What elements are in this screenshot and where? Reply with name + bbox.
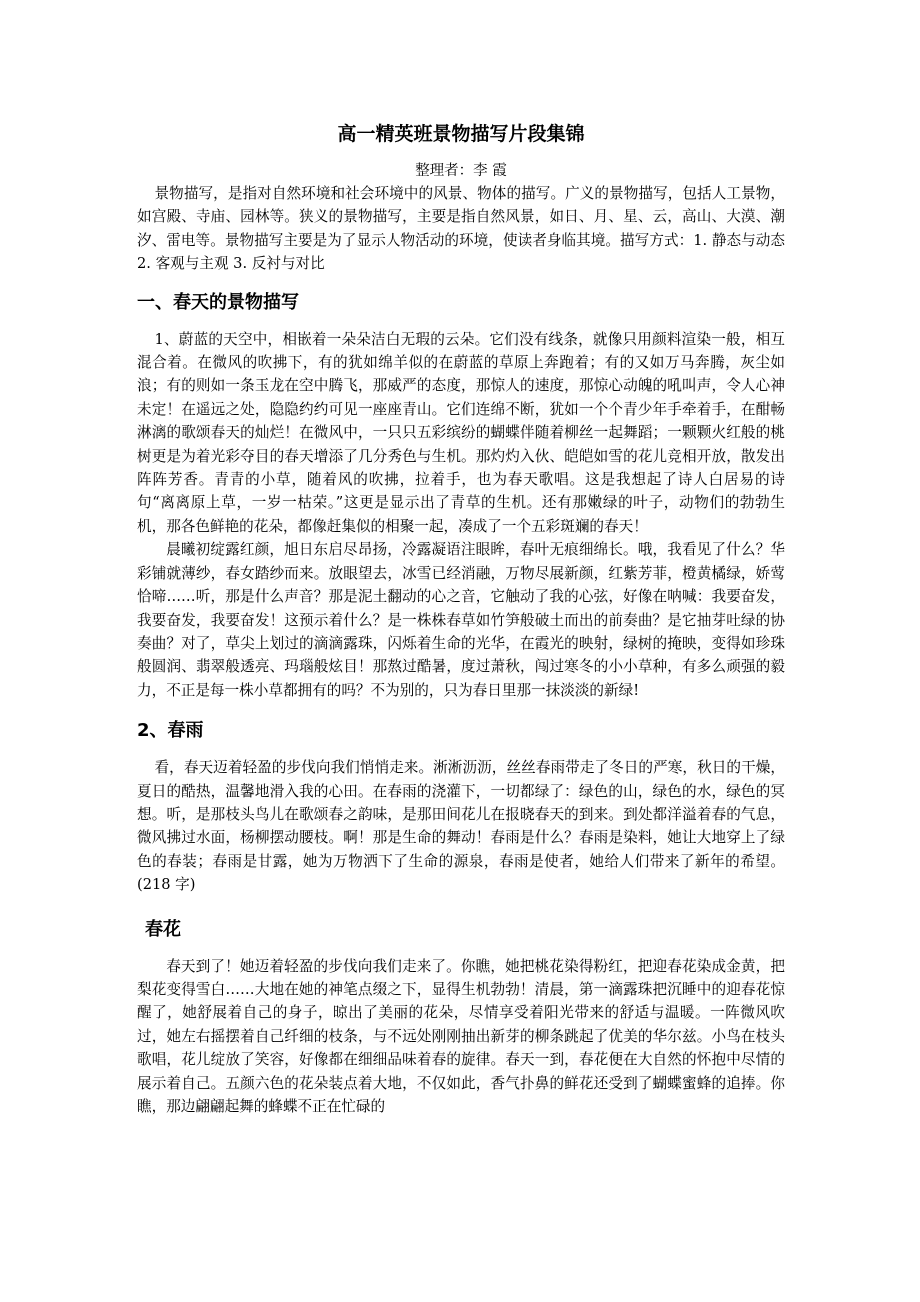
section-heading-spring-flowers: 春花 (145, 918, 181, 940)
paragraph-spring-1: 1、蔚蓝的天空中，相嵌着一朵朵洁白无瑕的云朵。它们没有线条，就像只用颜料渲染一般，相互混合着。在微风的吹拂下，有的犹如绵羊似的在蔚蓝的草原上奔跑着；有的又如万马奔腾，灰尘如浪；有的则如一条玉龙在空中腾飞，那威严的态度，那惊人的速度，那惊心动魄的吼叫声，令人心神未定！在遥远之处，隐隐约约可见一座座青山。它们连绵不断，犹如一个个青少年手牵着手，在酣畅淋漓的歌颂春天的灿烂！在微风中，一只只五彩缤纷的蝴蝶伴随着柳丝一起舞蹈；一颗颗火红般的桃树更是为着光彩夺目的春天增添了几分秀色与生机。那灼灼入伙、皑皑如雪的花儿竞相开放，散发出阵阵芳香。青青的小草，随着风的吹拂，拉着手，也为春天歌唱。这是我想起了诗人白居易的诗句“离离原上草，一岁一枯荣。”这更是显示出了青草的生机。还有那嫩绿的叶子，动物们的勃勃生机，那各色鲜艳的花朵，都像赶集似的相聚一起，凑成了一个五彩斑斓的春天！ (137, 330, 785, 535)
paragraph-spring-rain: 看，春天迈着轻盈的步伐向我们悄悄走来。淅淅沥沥，丝丝春雨带走了冬日的严寒，秋日的干燥，夏日的酷热，温馨地滑入我的心田。在春雨的浇灌下，一切都绿了：绿色的山，绿色的水，绿色的冥想。听，是那枝头鸟儿在歌颂春之韵味，是那田间花儿在报晓春天的到来。到处都洋溢着春的气息，微风拂过水面，杨柳摆动腰枝。啊！那是生命的舞动！春雨是什么？春雨是染料，她让大地穿上了绿色的春装；春雨是甘露，她为万物洒下了生命的源泉，春雨是使者，她给人们带来了新年的希望。(218 字) (137, 759, 785, 894)
section-heading-spring-rain: 2、春雨 (137, 720, 204, 742)
document-page (137, 118, 785, 1118)
compiler-line: 整理者：李 霞 (415, 163, 507, 179)
paragraph-spring-2: 晨曦初绽露红颜，旭日东启尽昂扬，冷露凝语注眼眸，春叶无痕细绵长。哦，我看见了什么？华彩铺就薄纱，春女踏纱而来。放眼望去，冰雪已经消融，万物尽展新颜，红紫芳菲，橙黄橘绿，娇莺恰啼……听，那是什么声音？那是泥土翻动的心之音，它触动了我的心弦，好像在呐喊：我要奋发，我要奋发，我要奋发！这预示着什么？是一株株春草如竹笋般破土而出的前奏曲？是它抽芽吐绿的协奏曲？对了，草尖上划过的滴滴露珠，闪烁着生命的光华，在霞光的映射，绿树的掩映，变得如珍珠般圆润、翡翠般透亮、玛瑙般炫目！那熬过酷暑，度过萧秋，闯过寒冬的小小草种，有多么顽强的毅力，不正是每一株小草都拥有的吗？不为别的，只为春日里那一抹淡淡的新绿! (137, 541, 785, 699)
document-title: 高一精英班景物描写片段集锦 (337, 123, 585, 145)
intro-paragraph: 景物描写，是指对自然环境和社会环境中的风景、物体的描写。广义的景物描写，包括人工景物，如宫殿、寺庙、园林等。狭义的景物描写，主要是指自然风景，如日、月、星、云，高山、大漠、潮汐、雷电等。景物描写主要是为了显示人物活动的环境，使读者身临其境。描写方式：1. 静态与动态 2. 客观与主观 3. 反衬与对比 (137, 185, 785, 273)
section-heading-spring: 一、春天的景物描写 (137, 291, 299, 313)
paragraph-spring-flowers: 春天到了！她迈着轻盈的步伐向我们走来了。你瞧，她把桃花染得粉红，把迎春花染成金黄，把梨花变得雪白……大地在她的神笔点缀之下，显得生机勃勃！清晨，第一滴露珠把沉睡中的迎春花惊醒了，她舒展着自己的身子，晾出了美丽的花朵，尽情享受着阳光带来的舒适与温暖。一阵微风吹过，她左右摇摆着自己纤细的枝条，与不远处刚刚抽出新芽的柳条跳起了优美的华尔兹。小鸟在枝头歌唱，花儿绽放了笑容，好像都在细细品味着春的旋律。春天一到，春花便在大自然的怀抱中尽情的展示着自己。五颜六色的花朵装点着大地，不仅如此，香气扑鼻的鲜花还受到了蝴蝶蜜蜂的追捧。你瞧，那边翩翩起舞的蜂蝶不正在忙碌的 (137, 957, 785, 1115)
